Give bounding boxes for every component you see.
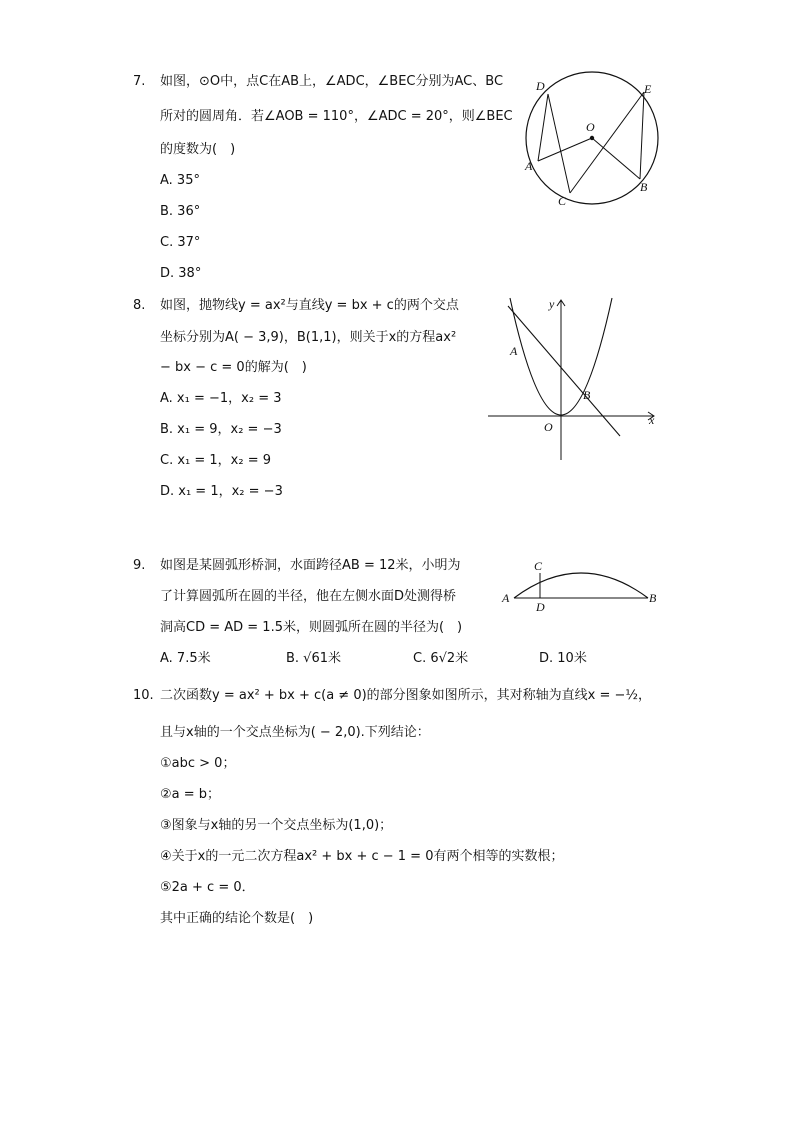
- point-b-label: B: [649, 591, 657, 605]
- question-8-option-a: A. x₁ = −1，x₂ = 3: [160, 391, 282, 406]
- question-9-line-1: 如图是某圆弧形桥洞，水面跨径AB = 12米，小明为: [160, 558, 461, 573]
- question-7-option-d: D. 38°: [160, 266, 202, 281]
- question-8-option-b: B. x₁ = 9，x₂ = −3: [160, 422, 282, 437]
- origin-label: O: [544, 420, 553, 434]
- question-8-line-2: 坐标分别为A( − 3,9)，B(1,1)，则关于x的方程ax²: [160, 330, 457, 345]
- question-9-option-d: D. 10米: [539, 651, 587, 666]
- question-8-line-3: − bx − c = 0的解为( ): [160, 360, 307, 375]
- question-7-option-a: A. 35°: [160, 173, 200, 188]
- question-8-option-c: C. x₁ = 1，x₂ = 9: [160, 453, 272, 468]
- parabola-figure: [486, 294, 661, 464]
- question-10-conclusion-1: ①abc > 0；: [160, 756, 236, 771]
- question-8-line-1: 如图，抛物线y = ax²与直线y = bx + c的两个交点: [160, 298, 459, 313]
- point-a-label: A: [510, 344, 518, 358]
- question-10-conclusion-4: ④关于x的一元二次方程ax² + bx + c − 1 = 0有两个相等的实数根；: [160, 849, 564, 864]
- question-7-line-3: 的度数为( ): [160, 142, 236, 157]
- point-a-label: A: [525, 159, 533, 173]
- question-7-line-2: 所对的圆周角．若∠AOB = 110°，∠ADC = 20°，则∠BEC: [160, 109, 513, 124]
- question-10-line-2: 且与x轴的一个交点坐标为( − 2,0).下列结论：: [160, 725, 430, 740]
- question-8-option-d: D. x₁ = 1，x₂ = −3: [160, 484, 283, 499]
- question-10-conclusion-3: ③图象与x轴的另一个交点坐标为(1,0)；: [160, 818, 393, 833]
- circle-figure: [520, 66, 665, 211]
- point-d-label: D: [536, 79, 545, 93]
- question-7-option-b: B. 36°: [160, 204, 201, 219]
- point-d-label: D: [536, 600, 545, 614]
- question-10-conclusion-5: ⑤2a + c = 0．: [160, 880, 255, 895]
- point-c-label: C: [534, 559, 543, 573]
- question-7-option-c: C. 37°: [160, 235, 201, 250]
- question-9-number: 9.: [133, 558, 146, 573]
- question-9-option-c: C. 6√2米: [413, 651, 469, 666]
- question-8-number: 8.: [133, 298, 146, 313]
- question-10-line-1: 二次函数y = ax² + bx + c(a ≠ 0)的部分图象如图所示，其对称轴为直线x = −½，: [160, 688, 652, 703]
- question-10-prompt: 其中正确的结论个数是( ): [160, 911, 314, 926]
- x-axis-label: x: [649, 413, 655, 427]
- question-9-option-a: A. 7.5米: [160, 651, 211, 666]
- point-b-label: B: [583, 388, 591, 402]
- point-e-label: E: [644, 82, 652, 96]
- point-c-label: C: [558, 194, 567, 208]
- point-a-label: A: [502, 591, 510, 605]
- question-7-number: 7.: [133, 74, 146, 89]
- question-9-option-b: B. √61米: [286, 651, 342, 666]
- question-10-conclusion-2: ②a = b；: [160, 787, 221, 802]
- question-10-number: 10.: [133, 688, 154, 703]
- y-axis-label: y: [549, 297, 555, 311]
- question-9-line-2: 了计算圆弧所在圆的半径，他在左侧水面D处测得桥: [160, 589, 457, 604]
- question-9-line-3: 洞高CD = AD = 1.5米，则圆弧所在圆的半径为( ): [160, 620, 463, 635]
- arch-bridge-figure: [498, 556, 663, 614]
- question-7-line-1: 如图，⊙O中，点C在AB上，∠ADC，∠BEC分别为AC、BC: [160, 74, 504, 89]
- point-o-label: O: [586, 120, 595, 134]
- point-b-label: B: [640, 180, 648, 194]
